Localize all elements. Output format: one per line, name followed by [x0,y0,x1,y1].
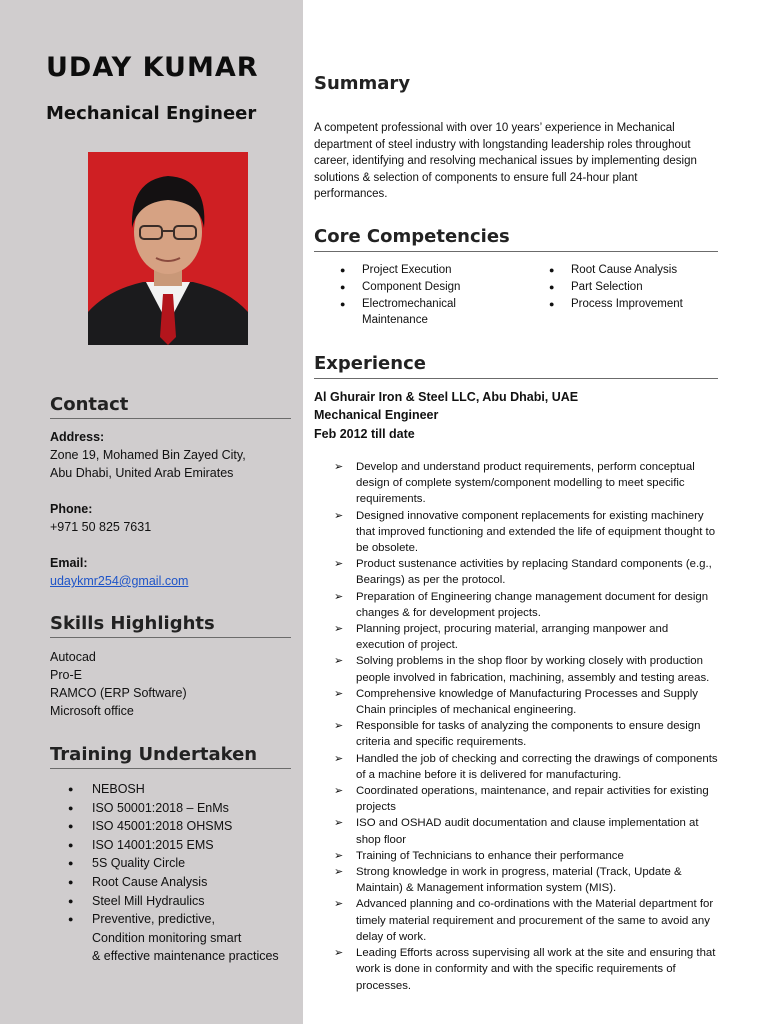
training-item-continued: Condition monitoring smart [92,930,242,945]
candidate-title: Mechanical Engineer [46,103,257,124]
duty-item: ➢ Preparation of Engineering change management document for design changes & for development projects. [334,589,718,621]
duty-item: ➢ Planning project, procuring material, arranging manpower and execution of project. [334,621,718,653]
job-details [314,388,714,443]
phone-number: +971 50 825 7631 [50,520,152,534]
training-item: ● ISO 14001:2015 EMS [50,836,300,855]
competencies-right [549,262,719,312]
skills-list [50,648,295,720]
competency-item: ● Part Selection [549,279,719,296]
job-period: Feb 2012 till date [314,426,415,441]
skill-item: Autocad [50,650,96,664]
competency-item: ● Component Design [340,279,530,296]
training-item-continued: & effective maintenance practices [92,949,279,964]
duty-item: ➢ Coordinated operations, maintenance, and repair activities for existing projects [334,783,718,815]
duty-item: ➢ Strong knowledge in work in progress, material (Track, Update & Maintain) & Management information system (MIS). [334,864,718,896]
experience-heading: Experience [314,353,718,379]
training-item: ● ISO 50001:2018 – EnMs [50,799,300,818]
duty-item: ➢ Advanced planning and co-ordinations with the Material department for timely material requirement and procurement of the same to avoid any delay of work. [334,896,718,945]
training-item: ● Steel Mill Hydraulics [50,892,300,911]
competencies-heading: Core Competencies [314,226,718,252]
skill-item: Microsoft office [50,704,134,718]
email-link[interactable]: udaykmr254@gmail.com [50,574,189,588]
training-item: ● 5S Quality Circle [50,854,300,873]
email-label: Email: [50,556,88,570]
profile-photo [88,152,248,345]
duty-item: ➢ Product sustenance activities by replacing Standard components (e.g., Bearings) as per the protocol. [334,556,718,588]
summary-text: A competent professional with over 10 years’ experience in Mechanical department of steel industry with longstanding leadership roles throughout career, identifying and resolving mechanical issues by implementing design solutions & selection of components to ensure full 24-hour plant performances. [314,122,697,201]
summary-heading: Summary [314,73,411,94]
candidate-name: UDAY KUMAR [46,52,259,83]
training-item: ● Preventive, predictive, [50,910,300,929]
duty-item: ➢ Responsible for tasks of analyzing the components to ensure design criteria and specific requirements. [334,718,718,750]
duty-item: ➢ Handled the job of checking and correcting the drawings of components of a machine before it is delivered for manufacturing. [334,751,718,783]
skills-heading: Skills Highlights [50,613,291,638]
duties-list [334,459,718,994]
competency-item: ● Electromechanical Maintenance [340,296,470,330]
address-label: Address: [50,430,105,444]
contact-heading: Contact [50,394,291,419]
skill-item: RAMCO (ERP Software) [50,686,187,700]
competencies-left [340,262,530,329]
training-item: ● ISO 45001:2018 OHSMS [50,817,300,836]
competency-item: ● Root Cause Analysis [549,262,719,279]
duty-item: ➢ Comprehensive knowledge of Manufacturing Processes and Supply Chain principles of mechanical engineering. [334,686,718,718]
duty-item: ➢ Solving problems in the shop floor by working closely with production people involved in fabrication, machining, assembly and testing areas. [334,653,718,685]
training-item: ● Root Cause Analysis [50,873,300,892]
duty-item: ➢ Develop and understand product requirements, perform conceptual design of complete system/component modelling to meet specific requirements. [334,459,718,508]
training-heading: Training Undertaken [50,744,291,769]
address-line-1: Zone 19, Mohamed Bin Zayed City, [50,448,246,462]
duty-item: ➢ Training of Technicians to enhance their performance [334,848,718,864]
duty-item: ➢ ISO and OSHAD audit documentation and clause implementation at shop floor [334,815,718,847]
skill-item: Pro-E [50,668,82,682]
contact-details [50,428,295,590]
duty-item: ➢ Designed innovative component replacements for existing machinery that improved functioning and extended the life of equipment thought to be obsolete. [334,508,718,557]
job-role: Mechanical Engineer [314,408,439,423]
competency-item: ● Project Execution [340,262,530,279]
address-line-2: Abu Dhabi, United Arab Emirates [50,466,234,480]
duty-item: ➢ Leading Efforts across supervising all work at the site and ensuring that work is done in conformity and with the specific requirements of processes. [334,945,718,994]
company-name: Al Ghurair Iron & Steel LLC, Abu Dhabi, UAE [314,390,579,404]
phone-label: Phone: [50,502,93,516]
training-list [50,780,300,966]
competency-item: ● Process Improvement [549,296,719,313]
training-item: ● NEBOSH [50,780,300,799]
